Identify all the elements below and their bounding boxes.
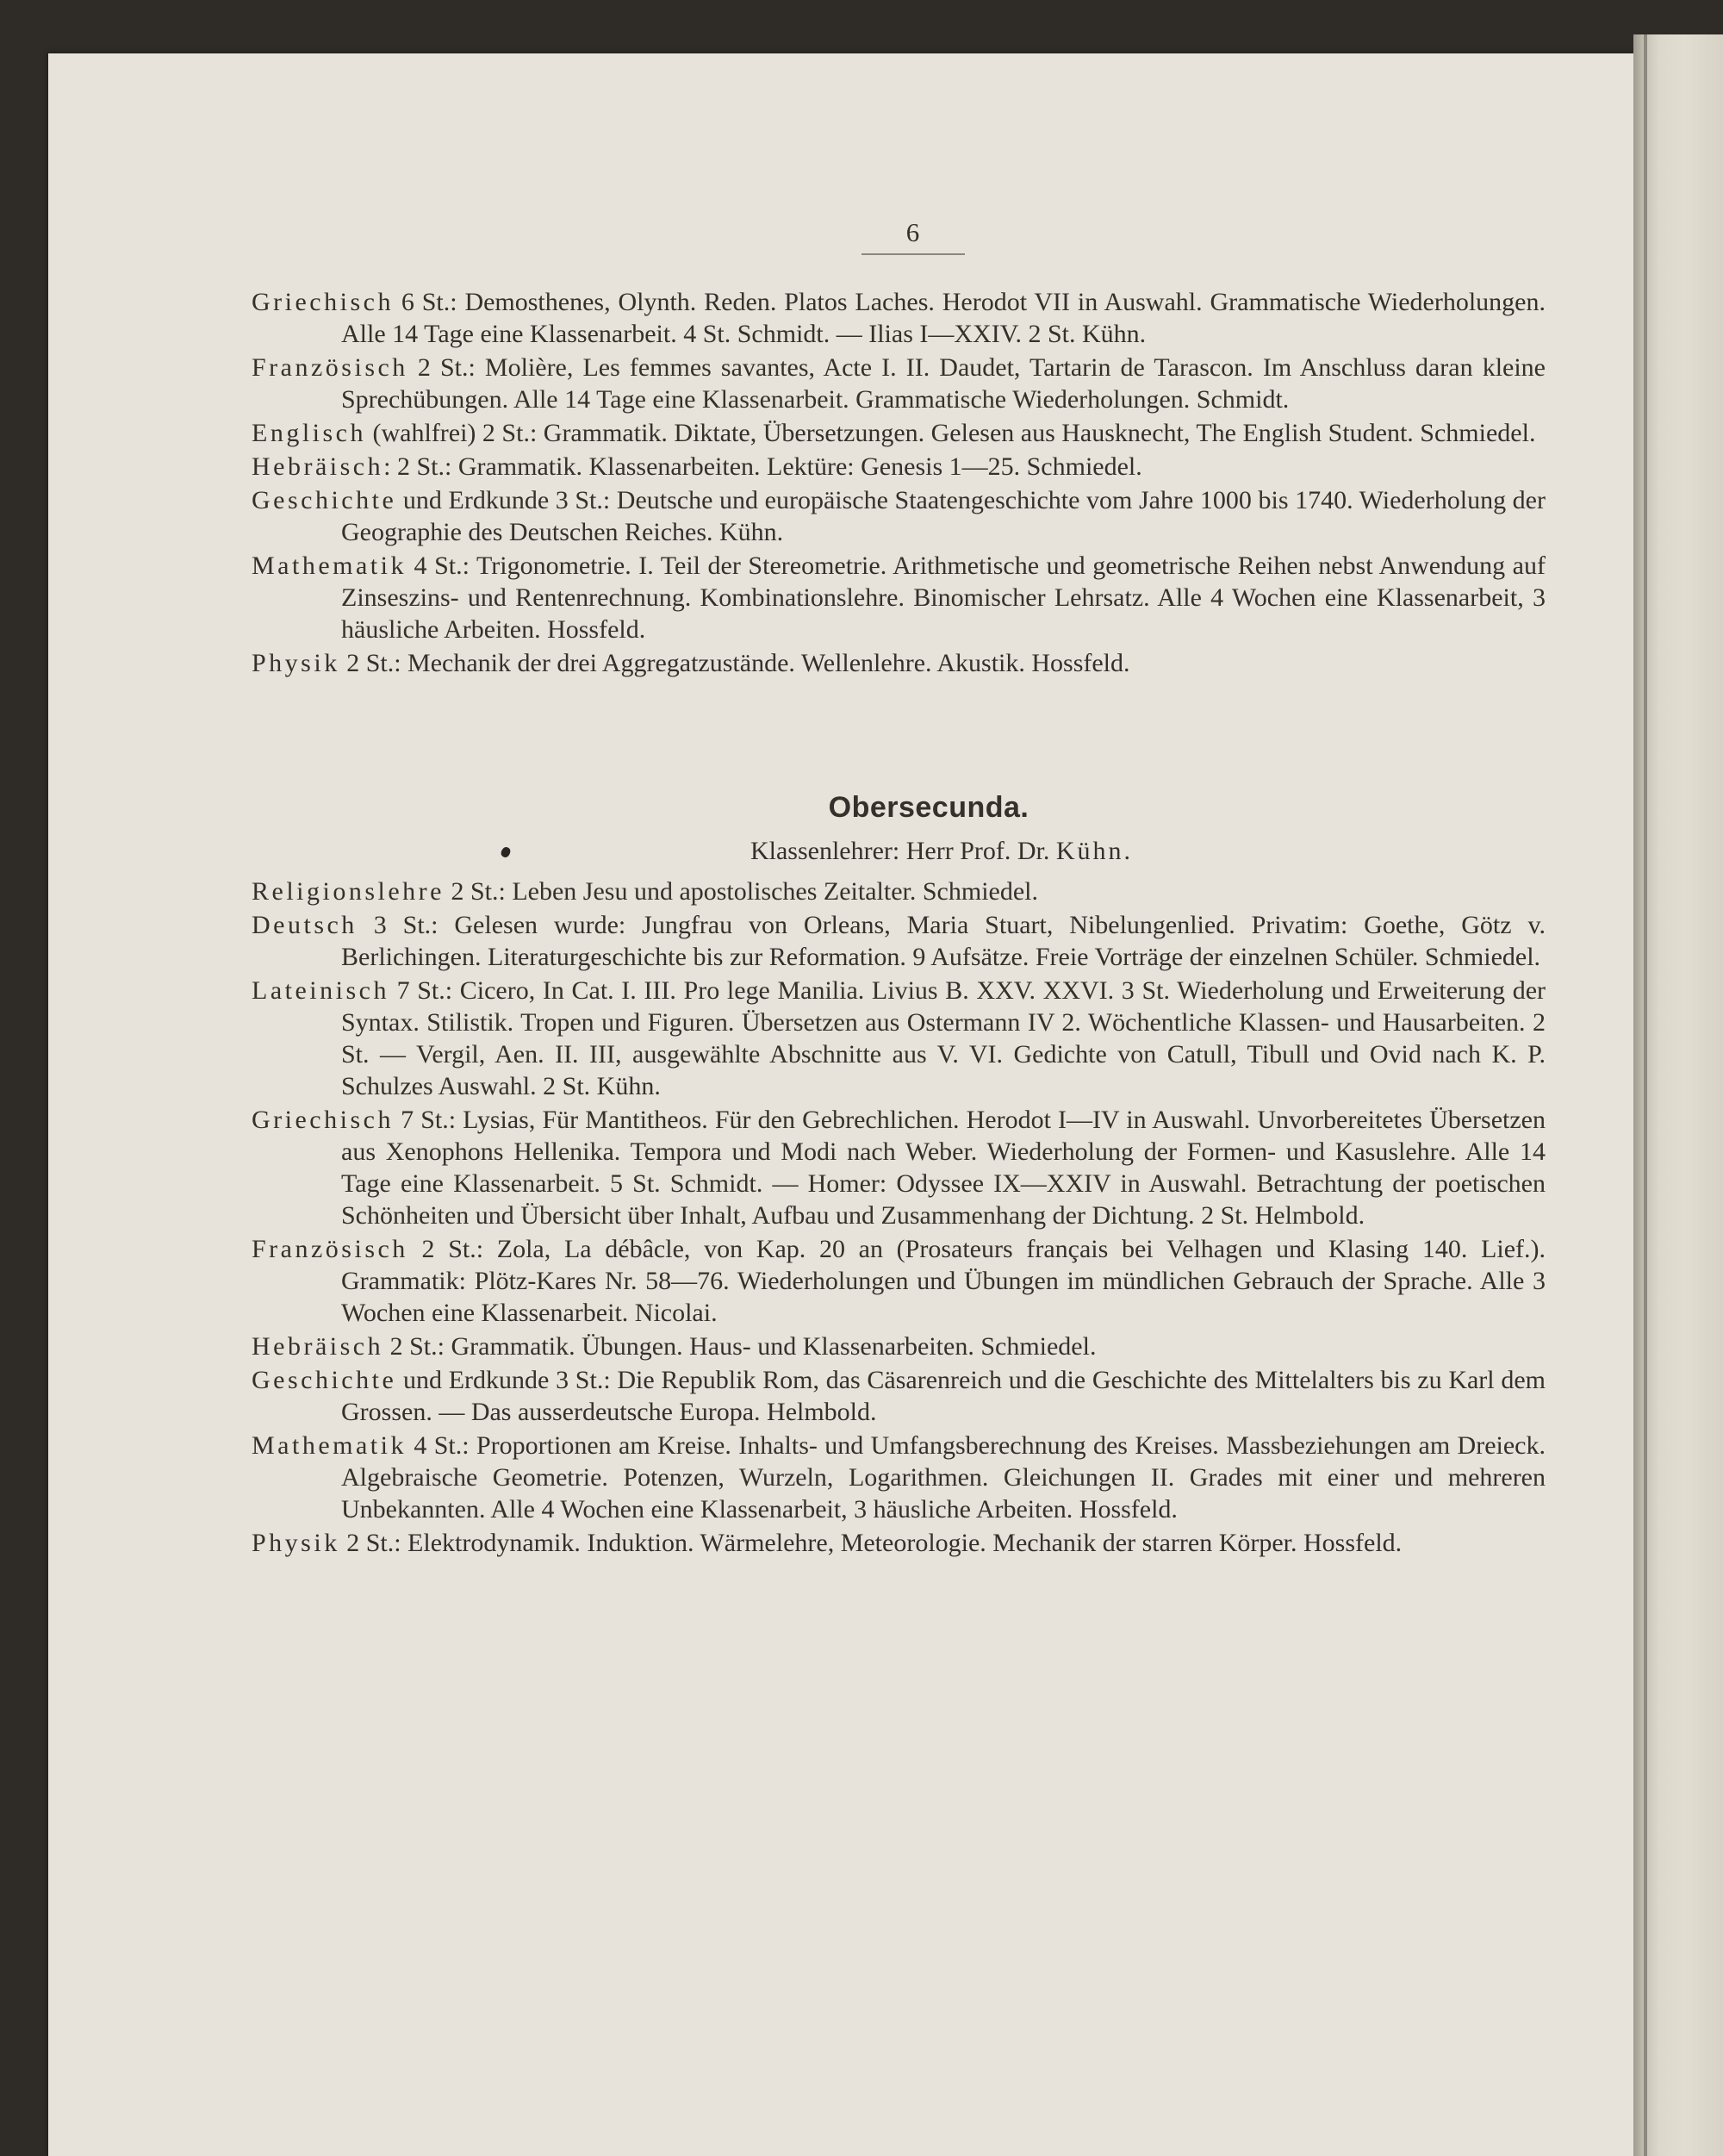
entry-franzoesisch-prima (252, 352, 1546, 415)
entry-text: und Erdkunde 3 St.: Die Republik Rom, das Cäsarenreich und die Geschichte des Mittelalters bis zu Karl dem Grossen. — Das ausserdeutsche Europa. Helmbold. (341, 1366, 1546, 1426)
subject-label: Mathematik (252, 1431, 407, 1460)
teacher-prefix: Klassenlehrer: Herr Prof. Dr. (750, 837, 1056, 865)
entry-franzoesisch-secunda (252, 1233, 1546, 1329)
subject-label: Mathematik (252, 551, 407, 580)
teacher-name: Kühn. (1055, 837, 1134, 865)
subject-label: Griechisch (252, 288, 394, 316)
entry-text: : 2 St.: Grammatik. Klassenarbeiten. Lektüre: Genesis 1—25. Schmiedel. (383, 452, 1142, 481)
entry-deutsch (252, 909, 1546, 973)
entry-mathematik-prima (252, 550, 1546, 645)
subject-label: Französisch (252, 353, 408, 382)
entry-text: 2 St.: Molière, Les femmes savantes, Acte I. II. Daudet, Tartarin de Tarascon. Im Anschluss daran kleine Sprechübungen. Alle 14 Tage eine Klassenarbeit. Grammatische Wiederholungen. Schmidt. (341, 353, 1546, 414)
page-number-rule (862, 253, 965, 255)
entry-mathematik-secunda (252, 1430, 1546, 1525)
section-heading: Obersecunda. (828, 791, 1029, 824)
entry-physik-prima (252, 647, 1546, 679)
entry-hebraeisch-prima (252, 451, 1546, 483)
page-number: 6 (905, 217, 921, 247)
entry-text: 7 St.: Cicero, In Cat. I. III. Pro lege Manilia. Livius B. XXV. XXVI. 3 St. Wiederholung und Erweiterung der Syntax. Stilistik. Tropen und Figuren. Übersetzen aus Ostermann IV 2. Wöchentliche Klassen- und Hausarbeiten. 2 St. — Vergil, Aen. II. III, ausgewählte Abschnitte aus V. VI. Gedichte von Catull, Tibull und Ovid nach K. P. Schulzes Auswahl. 2 St. Kühn. (341, 976, 1546, 1100)
entry-text: (wahlfrei) 2 St.: Grammatik. Diktate, Übersetzungen. Gelesen aus Hausknecht, The English Student. Schmiedel. (366, 419, 1536, 447)
entry-text: 2 St.: Zola, La débâcle, von Kap. 20 an (Prosateurs français bei Velhagen und Klasing 140. Lief.). Grammatik: Plötz-Kares Nr. 58—76. Wiederholungen und Übungen im mündlichen Gebrauch der Sprache. Alle 3 Wochen eine Klassenarbeit. Nicolai. (341, 1235, 1546, 1327)
subject-label: Französisch (252, 1235, 408, 1263)
entry-text: 4 St.: Proportionen am Kreise. Inhalts- und Umfangsberechnung des Kreises. Massbeziehungen am Dreieck. Algebraische Geometrie. Potenzen, Wurzeln, Logarithmen. Gleichungen II. Grades mit einer und mehreren Unbekannten. Alle 4 Wochen eine Klassenarbeit, 3 häusliche Arbeiten. Hossfeld. (341, 1431, 1546, 1524)
entry-text: 2 St.: Mechanik der drei Aggregatzustände. Wellenlehre. Akustik. Hossfeld. (339, 649, 1130, 677)
subject-label: Geschichte (252, 1366, 397, 1394)
entry-text: und Erdkunde 3 St.: Deutsche und europäische Staatengeschichte vom Jahre 1000 bis 1740. Wiederholung der Geographie des Deutschen Reiches. Kühn. (341, 486, 1546, 546)
entry-text: 7 St.: Lysias, Für Mantitheos. Für den Gebrechlichen. Herodot I—IV in Auswahl. Unvorbereitetes Übersetzen aus Xenophons Hellenika. Tempora und Modi nach Weber. Wiederholung der Formen- und Kasuslehre. Alle 14 Tage eine Klassenarbeit. 5 St. Schmidt. — Homer: Odyssee IX—XXIV in Auswahl. Betrachtung der poetischen Schönheiten und Übersicht über Inhalt, Aufbau und Zusammenhang der Dichtung. 2 St. Helmbold. (341, 1106, 1546, 1230)
entry-text: 3 St.: Gelesen wurde: Jungfrau von Orleans, Maria Stuart, Nibelungenlied. Privatim: Goethe, Götz v. Berlichingen. Literaturgeschichte bis zur Reformation. 9 Aufsätze. Freie Vorträge der einzelnen Schüler. Schmiedel. (341, 911, 1546, 971)
entry-text: 2 St.: Leben Jesu und apostolisches Zeitalter. Schmiedel. (444, 877, 1039, 906)
entry-text: 2 St.: Elektrodynamik. Induktion. Wärmelehre, Meteorologie. Mechanik der starren Körper. Hossfeld. (339, 1529, 1403, 1557)
entry-geschichte-secunda (252, 1364, 1546, 1428)
subject-label: Lateinisch (252, 976, 389, 1005)
ink-dot-mark (500, 845, 512, 858)
page-content (252, 286, 1546, 1561)
subject-label: Englisch (252, 419, 366, 447)
entry-lateinisch (252, 975, 1546, 1102)
entry-englisch-prima (252, 417, 1546, 449)
page-fold-line (1644, 34, 1647, 2156)
subject-label: Physik (252, 649, 340, 677)
entry-text: 4 St.: Trigonometrie. I. Teil der Stereometrie. Arithmetische und geometrische Reihen nebst Anwendung auf Zinseszins- und Rentenrechnung. Kombinationslehre. Binomischer Lehrsatz. Alle 4 Wochen eine Klassenarbeit, 3 häusliche Arbeiten. Hossfeld. (341, 551, 1546, 644)
subject-label: Physik (252, 1529, 340, 1557)
entry-hebraeisch-secunda (252, 1330, 1546, 1362)
entry-griechisch-prima (252, 286, 1546, 350)
subject-label: Hebräisch (252, 452, 384, 481)
section-spacer (252, 681, 1546, 791)
entry-religionslehre (252, 875, 1546, 907)
subject-label: Geschichte (252, 486, 397, 514)
subject-label: Griechisch (252, 1106, 394, 1134)
entry-griechisch-secunda (252, 1104, 1546, 1231)
class-teacher-line (252, 835, 1546, 867)
entry-text: 2 St.: Grammatik. Übungen. Haus- und Klassenarbeiten. Schmiedel. (383, 1332, 1097, 1361)
subject-label: Religionslehre (252, 877, 445, 906)
entry-physik-secunda (252, 1527, 1546, 1559)
subject-label: Hebräisch (252, 1332, 384, 1361)
entry-text: 6 St.: Demosthenes, Olynth. Reden. Platos Laches. Herodot VII in Auswahl. Grammatische Wiederholungen. Alle 14 Tage eine Klassenarbeit. 4 St. Schmidt. — Ilias I—XXIV. 2 St. Kühn. (341, 288, 1546, 348)
entry-geschichte-prima (252, 484, 1546, 548)
subject-label: Deutsch (252, 911, 358, 939)
